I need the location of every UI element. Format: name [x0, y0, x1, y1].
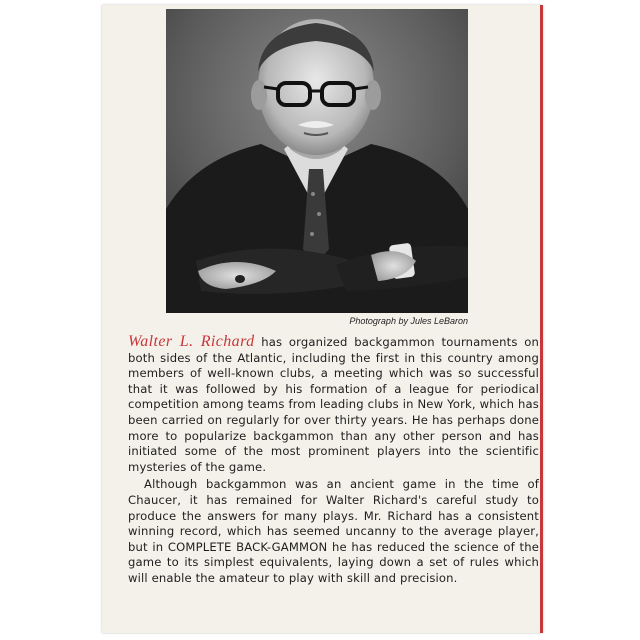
photo-credit: Photograph by Jules LeBaron: [349, 316, 468, 326]
author-portrait-photo: [166, 9, 468, 313]
biography-paragraph-1: [128, 334, 539, 475]
book-jacket-back-cover: [102, 5, 543, 633]
author-name: Walter L. Richard: [128, 333, 255, 350]
biography-paragraph-2: Although backgammon was an ancient game in the time of Chaucer, it has remained for Walter Richard's careful study to produce the answers for many plays. Mr. Richard has a consistent winning record, which has seemed uncanny to the average player, but in COMPLETE BACK-GAMMON he has reduced the science of the game to its simplest equivalents, laying down a set of rules which will enable the amateur to play with skill and precision.: [128, 477, 539, 585]
biography-paragraph-1-text: has organized backgammon tournaments on both sides of the Atlantic, including the first in this country among members of well-known clubs, a meeting which was so successful that it was followed by his formation of a league for periodical competition among teams from leading clubs in New York, which has been carried on regularly for over thirty years. He has perhaps done more to popularize backgammon than any other person and has initiated some of the most prominent players into the scientific mysteries of the game.: [128, 335, 540, 474]
author-biography: [128, 334, 539, 587]
